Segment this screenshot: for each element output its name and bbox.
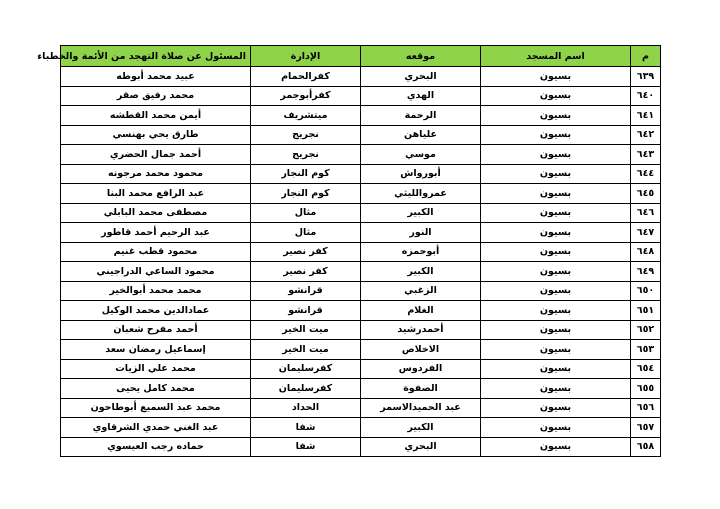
row-number: ٦٤١ bbox=[631, 106, 661, 126]
mosque-location: الهدي bbox=[361, 86, 481, 106]
administration: كفرالحمام bbox=[251, 67, 361, 87]
mosque-name: بسيون bbox=[481, 203, 631, 223]
administration: نجريج bbox=[251, 125, 361, 145]
mosque-name: بسيون bbox=[481, 67, 631, 87]
administration: شفا bbox=[251, 418, 361, 438]
mosque-name: بسيون bbox=[481, 125, 631, 145]
row-number: ٦٥٨ bbox=[631, 437, 661, 457]
administration: كوم النجار bbox=[251, 184, 361, 204]
row-number: ٦٥٦ bbox=[631, 398, 661, 418]
mosque-name: بسيون bbox=[481, 437, 631, 457]
mosque-name: بسيون bbox=[481, 418, 631, 438]
mosque-location: البحري bbox=[361, 437, 481, 457]
mosque-location: الرحمة bbox=[361, 106, 481, 126]
row-number: ٦٥٠ bbox=[631, 281, 661, 301]
mosque-location: موسي bbox=[361, 145, 481, 165]
administration: نجريج bbox=[251, 145, 361, 165]
table-row bbox=[61, 437, 661, 457]
administration: ميتشريف bbox=[251, 106, 361, 126]
mosque-name: بسيون bbox=[481, 398, 631, 418]
table-row bbox=[61, 106, 661, 126]
table-row bbox=[61, 145, 661, 165]
table-row bbox=[61, 379, 661, 399]
responsible-imam: محمد رفيق صقر bbox=[61, 86, 251, 106]
mosque-name: بسيون bbox=[481, 359, 631, 379]
administration: كفرأبوجمر bbox=[251, 86, 361, 106]
mosque-name: بسيون bbox=[481, 262, 631, 282]
row-number: ٦٥٤ bbox=[631, 359, 661, 379]
mosque-location: الكبير bbox=[361, 262, 481, 282]
table-row bbox=[61, 320, 661, 340]
table-row bbox=[61, 398, 661, 418]
responsible-imam: حماده رجب العيسوي bbox=[61, 437, 251, 457]
mosque-location: الزغبي bbox=[361, 281, 481, 301]
table-row bbox=[61, 242, 661, 262]
header-number: م bbox=[631, 46, 661, 67]
row-number: ٦٤٨ bbox=[631, 242, 661, 262]
mosque-location: الفردوس bbox=[361, 359, 481, 379]
responsible-imam: محمود محمد مرجونه bbox=[61, 164, 251, 184]
administration: مثال bbox=[251, 223, 361, 243]
responsible-imam: محمد علي الزيات bbox=[61, 359, 251, 379]
row-number: ٦٤٠ bbox=[631, 86, 661, 106]
responsible-imam: أحمد مفرح شعبان bbox=[61, 320, 251, 340]
mosque-name: بسيون bbox=[481, 340, 631, 360]
mosque-location: النور bbox=[361, 223, 481, 243]
mosque-name: بسيون bbox=[481, 379, 631, 399]
responsible-imam: محمود قطب غنيم bbox=[61, 242, 251, 262]
row-number: ٦٤٥ bbox=[631, 184, 661, 204]
administration: كوم النجار bbox=[251, 164, 361, 184]
responsible-imam: أحمد جمال الحضري bbox=[61, 145, 251, 165]
table-row bbox=[61, 301, 661, 321]
table-row bbox=[61, 418, 661, 438]
table-row bbox=[61, 262, 661, 282]
responsible-imam: إسماعيل رمضان سعد bbox=[61, 340, 251, 360]
responsible-imam: عبد الغني حمدي الشرقاوي bbox=[61, 418, 251, 438]
row-number: ٦٥٥ bbox=[631, 379, 661, 399]
responsible-imam: عبد الرافع محمد البنا bbox=[61, 184, 251, 204]
tahajjud-mosques-table bbox=[37, 45, 661, 457]
mosque-name: بسيون bbox=[481, 223, 631, 243]
mosque-location: الصفوة bbox=[361, 379, 481, 399]
table-row bbox=[61, 223, 661, 243]
administration: شفا bbox=[251, 437, 361, 457]
table-row bbox=[61, 184, 661, 204]
responsible-imam: محمد عبد السميع أبوطاحون bbox=[61, 398, 251, 418]
responsible-imam: محمد محمد أبوالخير bbox=[61, 281, 251, 301]
row-number: ٦٣٩ bbox=[631, 67, 661, 87]
table-row bbox=[61, 203, 661, 223]
administration: ميت الخير bbox=[251, 320, 361, 340]
mosque-location: الاخلاص bbox=[361, 340, 481, 360]
table-row bbox=[61, 359, 661, 379]
mosque-location: الغلام bbox=[361, 301, 481, 321]
table-row bbox=[61, 164, 661, 184]
administration: كفر نصير bbox=[251, 242, 361, 262]
administration: الحداد bbox=[251, 398, 361, 418]
table-row bbox=[61, 67, 661, 87]
administration: ميت الخير bbox=[251, 340, 361, 360]
row-number: ٦٥١ bbox=[631, 301, 661, 321]
mosque-location: أبورواش bbox=[361, 164, 481, 184]
table-row bbox=[61, 125, 661, 145]
responsible-imam: مصطفى محمد البابلي bbox=[61, 203, 251, 223]
mosque-location: عمروالليثي bbox=[361, 184, 481, 204]
mosque-location: عبد الحميدالاسمر bbox=[361, 398, 481, 418]
table-row bbox=[61, 281, 661, 301]
header-administration: الإدارة bbox=[251, 46, 361, 67]
mosque-location: أبوحمزه bbox=[361, 242, 481, 262]
administration: كفرسليمان bbox=[251, 359, 361, 379]
row-number: ٦٥٢ bbox=[631, 320, 661, 340]
mosque-name: بسيون bbox=[481, 184, 631, 204]
header-mosque-name: اسم المسجد bbox=[481, 46, 631, 67]
responsible-imam: عمادالدين محمد الوكيل bbox=[61, 301, 251, 321]
header-responsible: المسئول عن صلاة التهجد من الأئمة والخطباء bbox=[61, 46, 251, 67]
mosque-name: بسيون bbox=[481, 145, 631, 165]
administration: كفرسليمان bbox=[251, 379, 361, 399]
header-location: موقعه bbox=[361, 46, 481, 67]
mosque-location: الكبير bbox=[361, 203, 481, 223]
row-number: ٦٤٤ bbox=[631, 164, 661, 184]
row-number: ٦٤٦ bbox=[631, 203, 661, 223]
mosque-name: بسيون bbox=[481, 86, 631, 106]
row-number: ٦٥٧ bbox=[631, 418, 661, 438]
administration: مثال bbox=[251, 203, 361, 223]
mosque-name: بسيون bbox=[481, 106, 631, 126]
mosque-name: بسيون bbox=[481, 281, 631, 301]
mosque-location: علياهن bbox=[361, 125, 481, 145]
responsible-imam: طارق يحي بهنسي bbox=[61, 125, 251, 145]
row-number: ٦٤٩ bbox=[631, 262, 661, 282]
row-number: ٦٤٣ bbox=[631, 145, 661, 165]
responsible-imam: محمود الساعي الدراجيني bbox=[61, 262, 251, 282]
row-number: ٦٤٢ bbox=[631, 125, 661, 145]
administration: قرانشو bbox=[251, 281, 361, 301]
table-header-row bbox=[61, 46, 661, 67]
responsible-imam: عبيد محمد أبوطه bbox=[61, 67, 251, 87]
mosque-location: أحمدرشيد bbox=[361, 320, 481, 340]
responsible-imam: عبد الرحيم أحمد قاطور bbox=[61, 223, 251, 243]
administration: كفر نصير bbox=[251, 262, 361, 282]
table-row bbox=[61, 340, 661, 360]
mosque-name: بسيون bbox=[481, 164, 631, 184]
mosque-location: البحري bbox=[361, 67, 481, 87]
administration: قرانشو bbox=[251, 301, 361, 321]
table-body bbox=[61, 67, 661, 457]
responsible-imam: أيمن محمد القطشه bbox=[61, 106, 251, 126]
responsible-imam: محمد كامل يحيى bbox=[61, 379, 251, 399]
row-number: ٦٥٣ bbox=[631, 340, 661, 360]
table-row bbox=[61, 86, 661, 106]
mosque-location: الكبير bbox=[361, 418, 481, 438]
mosque-name: بسيون bbox=[481, 301, 631, 321]
mosque-name: بسيون bbox=[481, 242, 631, 262]
mosque-name: بسيون bbox=[481, 320, 631, 340]
row-number: ٦٤٧ bbox=[631, 223, 661, 243]
